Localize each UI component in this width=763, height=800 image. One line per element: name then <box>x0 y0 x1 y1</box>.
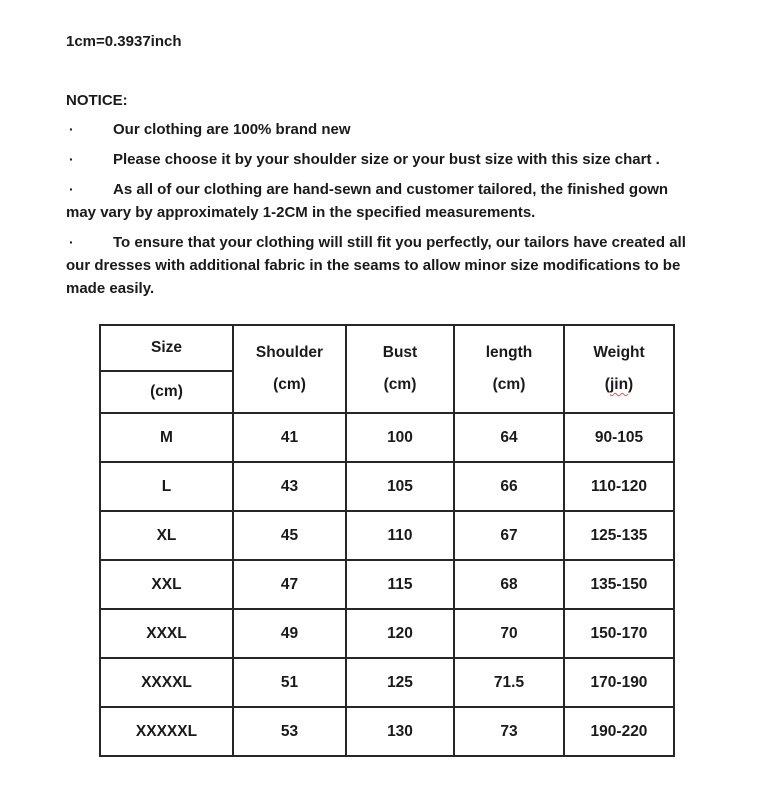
cell-size: XXXXL <box>100 658 233 707</box>
table-row-xl <box>100 511 674 560</box>
table-row-l <box>100 462 674 511</box>
header-cell-bust <box>346 325 454 413</box>
table-row-xxxl <box>100 609 674 658</box>
cell-size: XXL <box>100 560 233 609</box>
notice-item-brand-new <box>66 118 763 141</box>
table-row-m <box>100 413 674 462</box>
cell-bust: 110 <box>346 511 454 560</box>
weight-unit-paren-open: ( <box>604 376 610 393</box>
cell-shoulder: 49 <box>233 609 346 658</box>
cell-size: XL <box>100 511 233 560</box>
cell-size: XXXL <box>100 609 233 658</box>
cell-shoulder: 45 <box>233 511 346 560</box>
conversion-note: 1cm=0.3937inch <box>66 33 182 50</box>
header-weight-unit <box>565 369 673 401</box>
bullet-dot: · <box>69 151 74 167</box>
notice-section <box>66 30 763 307</box>
cell-size: XXXXXL <box>100 707 233 756</box>
header-length-label: length <box>485 344 533 361</box>
cell-bust: 100 <box>346 413 454 462</box>
header-bust-unit: (cm) <box>383 376 417 393</box>
notice-line <box>66 178 763 201</box>
notice-text: To ensure that your clothing will still fit you perfectly, our tailors have created all <box>113 234 686 251</box>
notice-text: may vary by approximately 1-2CM in the specified measurements. <box>66 204 536 221</box>
notice-item-choose-size <box>66 148 763 171</box>
notice-line <box>66 148 763 171</box>
cell-shoulder: 51 <box>233 658 346 707</box>
cell-weight: 125-135 <box>564 511 674 560</box>
header-cell-weight <box>564 325 674 413</box>
header-bust-label: Bust <box>382 344 418 361</box>
notice-line <box>66 118 763 141</box>
header-cell-length <box>454 325 564 413</box>
cell-length: 68 <box>454 560 564 609</box>
header-cell-shoulder <box>233 325 346 413</box>
notice-text: As all of our clothing are hand-sewn and customer tailored, the finished gown <box>113 181 669 198</box>
notice-text: our dresses with additional fabric in the seams to allow minor size modifications to be <box>66 257 681 274</box>
cell-length: 64 <box>454 413 564 462</box>
cell-bust: 125 <box>346 658 454 707</box>
notice-line <box>66 231 763 254</box>
cell-shoulder: 47 <box>233 560 346 609</box>
cell-bust: 130 <box>346 707 454 756</box>
cell-size: M <box>100 413 233 462</box>
cell-shoulder: 43 <box>233 462 346 511</box>
bullet-dot: · <box>69 234 74 250</box>
header-row-top <box>100 325 674 371</box>
header-cell-size-unit: (cm) <box>100 371 233 413</box>
notice-text: Our clothing are 100% brand new <box>113 121 351 138</box>
cell-weight: 170-190 <box>564 658 674 707</box>
cell-length: 73 <box>454 707 564 756</box>
notice-title: NOTICE: <box>66 92 128 109</box>
notice-item-extra-fabric <box>66 231 763 300</box>
cell-length: 67 <box>454 511 564 560</box>
bullet-dot: · <box>69 121 74 137</box>
cell-weight: 90-105 <box>564 413 674 462</box>
cell-weight: 190-220 <box>564 707 674 756</box>
cell-bust: 120 <box>346 609 454 658</box>
table-row-xxl <box>100 560 674 609</box>
cell-length: 70 <box>454 609 564 658</box>
table-row-xxxxl <box>100 658 674 707</box>
cell-size: L <box>100 462 233 511</box>
weight-unit-paren-close: ) <box>628 376 634 393</box>
header-shoulder-unit: (cm) <box>273 376 306 393</box>
cell-weight: 150-170 <box>564 609 674 658</box>
cell-weight: 135-150 <box>564 560 674 609</box>
cell-weight: 110-120 <box>564 462 674 511</box>
cell-shoulder: 53 <box>233 707 346 756</box>
notice-text: Please choose it by your shoulder size or your bust size with this size chart . <box>113 151 660 168</box>
table-row-xxxxxl <box>100 707 674 756</box>
notice-item-hand-sewn <box>66 178 763 224</box>
cell-length: 71.5 <box>454 658 564 707</box>
size-chart-table <box>99 324 675 757</box>
header-cell-size: Size <box>100 325 233 371</box>
header-length-unit: (cm) <box>492 376 526 393</box>
cell-shoulder: 41 <box>233 413 346 462</box>
cell-length: 66 <box>454 462 564 511</box>
bullet-dot: · <box>69 181 74 197</box>
weight-unit-word: jin <box>609 376 629 393</box>
header-shoulder-label: Shoulder <box>255 344 324 361</box>
cell-bust: 105 <box>346 462 454 511</box>
header-weight-label: Weight <box>593 344 645 361</box>
notice-text: made easily. <box>66 280 155 297</box>
cell-bust: 115 <box>346 560 454 609</box>
